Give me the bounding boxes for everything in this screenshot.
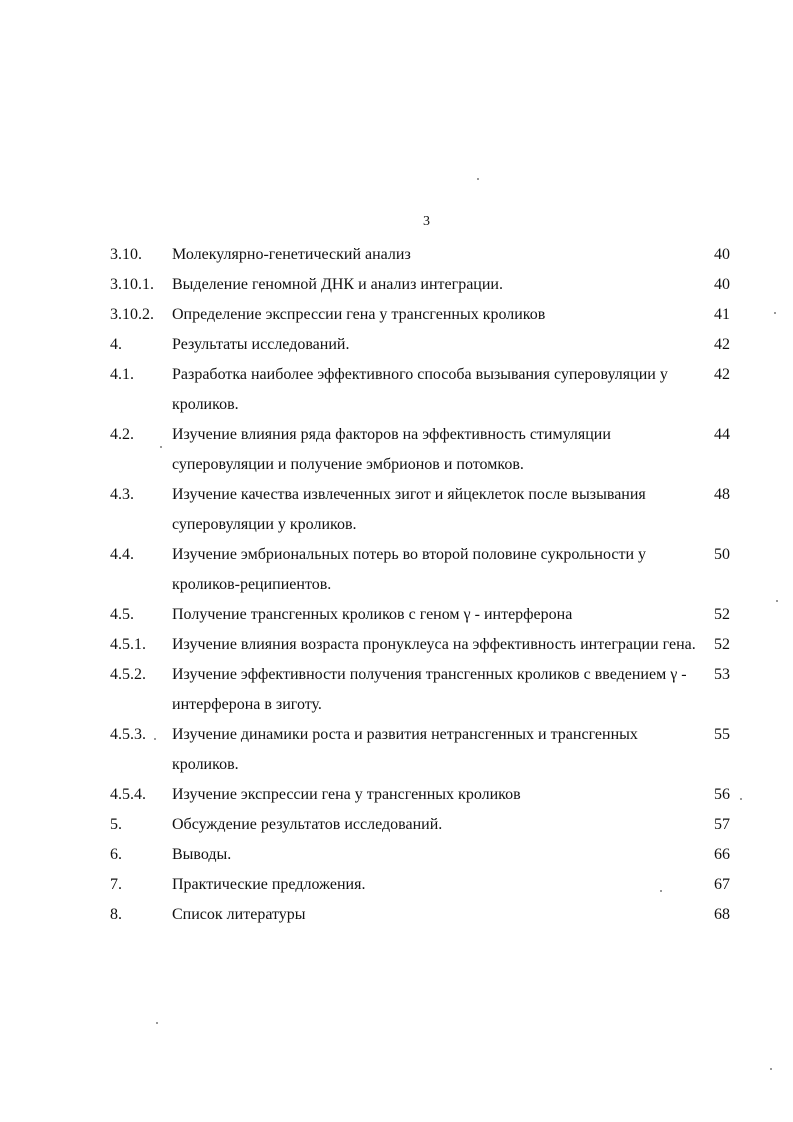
toc-entry xyxy=(110,660,740,720)
scan-speck xyxy=(660,890,662,892)
toc-entry-page: 66 xyxy=(714,846,730,863)
toc-entry-number: 8. xyxy=(110,906,122,923)
toc-entry-number: 4.5.4. xyxy=(110,786,146,803)
scan-speck xyxy=(156,1022,158,1024)
toc-entry xyxy=(110,900,740,930)
toc-entry-number: 4.1. xyxy=(110,366,134,383)
toc-entry-number: 3.10.2. xyxy=(110,306,154,323)
toc-entry-number: 4.5.2. xyxy=(110,666,146,683)
toc-entry-page: 67 xyxy=(714,876,730,893)
toc-entry-number: 4.5.1. xyxy=(110,636,146,653)
toc-entry-page: 68 xyxy=(714,906,730,923)
toc-entry-title: Практические предложения. xyxy=(172,876,366,893)
toc-entry-title: Изучение качества извлеченных зигот и яйцеклеток после вызывания суперовуляции у кроликов. xyxy=(172,486,646,533)
scan-speck xyxy=(774,312,776,314)
toc-entry-page: 40 xyxy=(714,276,730,293)
toc-entry xyxy=(110,780,740,810)
toc-entry-title: Выделение геномной ДНК и анализ интеграции. xyxy=(172,276,503,293)
toc-entry-page: 52 xyxy=(714,636,730,653)
toc-entry xyxy=(110,330,740,360)
scan-speck xyxy=(776,600,778,602)
toc-entry-title: Изучение эмбриональных потерь во второй половине сукрольности у кроликов-реципиентов. xyxy=(172,546,647,593)
toc-entry-page: 57 xyxy=(714,816,730,833)
toc-entry-number: 4. xyxy=(110,336,122,353)
toc-entry-page: 52 xyxy=(714,606,730,623)
toc-entry-title: Получение трансгенных кроликов с геном γ - интерферона xyxy=(172,606,573,623)
toc-entry-title: Изучение эффективности получения трансгенных кроликов с введением γ - интерферона в зиготу. xyxy=(172,666,687,713)
toc-entry-title: Изучение экспрессии гена у трансгенных кроликов xyxy=(172,786,521,803)
toc-entry-number: 4.5. xyxy=(110,606,134,623)
toc-entry-title: Молекулярно-генетический анализ xyxy=(172,246,411,263)
toc-entry xyxy=(110,870,740,900)
toc-entry-title: Изучение влияния ряда факторов на эффективность стимуляции суперовуляции и получение эмбрионов и потомков. xyxy=(172,426,611,473)
toc-entry xyxy=(110,300,740,330)
toc-entry-number: 4.4. xyxy=(110,546,134,563)
toc-entry-page: 42 xyxy=(714,366,730,383)
toc-entry xyxy=(110,630,740,660)
toc-entry-page: 53 xyxy=(714,666,730,683)
toc-entry-title: Список литературы xyxy=(172,906,306,923)
toc-entry-page: 41 xyxy=(714,306,730,323)
toc-entry-number: 4.3. xyxy=(110,486,134,503)
toc-entry xyxy=(110,840,740,870)
toc-entry xyxy=(110,720,740,780)
toc-entry xyxy=(110,810,740,840)
scan-speck xyxy=(154,738,156,740)
toc-entry-number: 4.2. xyxy=(110,426,134,443)
toc-entry xyxy=(110,270,740,300)
toc-entry-title: Изучение динамики роста и развития нетрансгенных и трансгенных кроликов. xyxy=(172,726,638,773)
table-of-contents xyxy=(110,240,740,930)
toc-entry-page: 48 xyxy=(714,486,730,503)
toc-entry-page: 40 xyxy=(714,246,730,263)
scan-speck xyxy=(160,446,162,448)
toc-entry xyxy=(110,240,740,270)
toc-entry-page: 42 xyxy=(714,336,730,353)
toc-entry-page: 44 xyxy=(714,426,730,443)
toc-entry-number: 4.5.3. xyxy=(110,726,146,743)
toc-entry xyxy=(110,420,740,480)
scan-speck xyxy=(770,1068,772,1070)
toc-entry-page: 55 xyxy=(714,726,730,743)
toc-entry-number: 5. xyxy=(110,816,122,833)
toc-entry-title: Обсуждение результатов исследований. xyxy=(172,816,443,833)
toc-entry xyxy=(110,540,740,600)
toc-entry xyxy=(110,480,740,540)
toc-entry-title: Результаты исследований. xyxy=(172,336,350,353)
toc-entry-number: 3.10.1. xyxy=(110,276,154,293)
toc-entry-number: 3.10. xyxy=(110,246,142,263)
toc-entry-page: 50 xyxy=(714,546,730,563)
toc-entry-number: 6. xyxy=(110,846,122,863)
scan-speck xyxy=(477,178,479,180)
toc-entry-title: Разработка наиболее эффективного способа вызывания суперовуляции у кроликов. xyxy=(172,366,668,413)
toc-entry xyxy=(110,360,740,420)
toc-entry-number: 7. xyxy=(110,876,122,893)
page-number: 3 xyxy=(423,214,430,229)
scan-speck xyxy=(740,798,742,800)
toc-entry-title: Изучение влияния возраста пронуклеуса на эффективность интеграции гена. xyxy=(172,636,696,653)
toc-entry-page: 56 xyxy=(714,786,730,803)
toc-entry-title: Выводы. xyxy=(172,846,232,863)
toc-entry xyxy=(110,600,740,630)
toc-entry-title: Определение экспрессии гена у трансгенных кроликов xyxy=(172,306,546,323)
